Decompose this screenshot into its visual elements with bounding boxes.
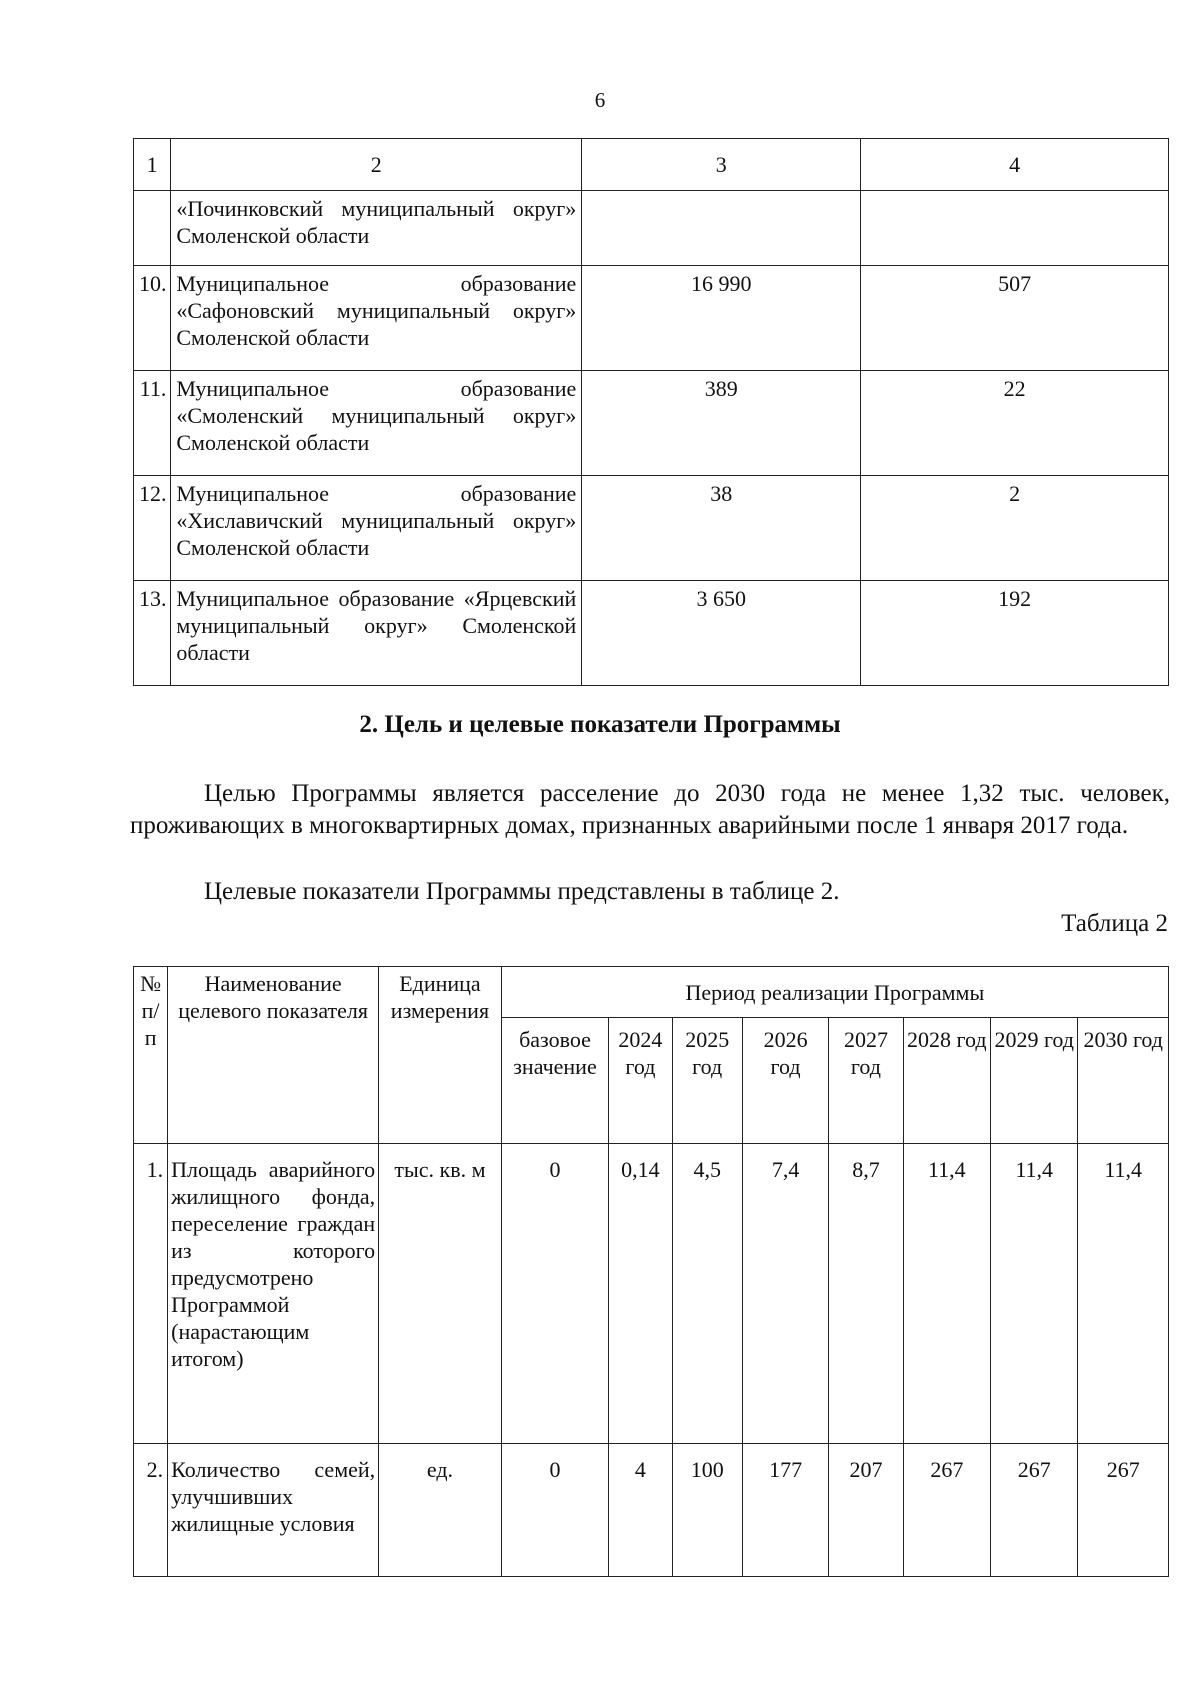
- header-period-col: 2026 год: [742, 1018, 828, 1144]
- indicator-value: 0: [501, 1144, 609, 1444]
- header-cell: 1: [134, 139, 171, 191]
- value-col4: 2: [861, 476, 1169, 581]
- table-row: [134, 476, 1169, 581]
- indicator-value: 267: [991, 1444, 1078, 1577]
- value-col4: 192: [861, 581, 1169, 686]
- table-caption: Таблица 2: [1061, 910, 1168, 937]
- indicator-value: 177: [742, 1444, 828, 1577]
- value-col3: 16 990: [582, 266, 861, 371]
- table-row: [134, 581, 1169, 686]
- table-header-row: [134, 967, 1169, 1018]
- indicator-value: 100: [672, 1444, 742, 1577]
- municipality-name: Муниципальное образование «Сафоновский муниципальный округ» Смоленской области: [171, 266, 582, 371]
- header-unit: Единица измерения: [379, 967, 502, 1144]
- indicator-value: 11,4: [903, 1144, 990, 1444]
- value-col4: [861, 191, 1169, 266]
- indicator-value: 207: [829, 1444, 903, 1577]
- header-period-col: 2030 год: [1078, 1018, 1169, 1144]
- indicator-name: Количество семей, улучшивших жилищные условия: [168, 1444, 379, 1577]
- value-col3: [582, 191, 861, 266]
- indicator-value: 7,4: [742, 1144, 828, 1444]
- header-cell: 2: [171, 139, 582, 191]
- header-name: Наименование целевого показателя: [168, 967, 379, 1144]
- table-row: [134, 1144, 1169, 1444]
- row-number: [134, 191, 171, 266]
- goal-paragraph: Целью Программы является расселение до 2030 года не менее 1,32 тыс. человек, проживающих в многоквартирных домах, признанных аварийными после 1 января 2017 года.: [130, 780, 1170, 839]
- header-period: Период реализации Программы: [501, 967, 1168, 1018]
- value-col3: 38: [582, 476, 861, 581]
- value-col3: 389: [582, 371, 861, 476]
- row-number: 10.: [134, 266, 171, 371]
- row-number: 11.: [134, 371, 171, 476]
- row-number: 12.: [134, 476, 171, 581]
- indicator-value: 8,7: [829, 1144, 903, 1444]
- indicator-value: 0: [501, 1444, 609, 1577]
- header-period-col: 2029 год: [991, 1018, 1078, 1144]
- header-period-col: 2028 год: [903, 1018, 990, 1144]
- indicator-value: 267: [1078, 1444, 1169, 1577]
- row-number: 13.: [134, 581, 171, 686]
- header-cell: 4: [861, 139, 1169, 191]
- indicator-value: 0,14: [609, 1144, 672, 1444]
- table-header-row: [134, 139, 1169, 191]
- indicator-value: 4,5: [672, 1144, 742, 1444]
- table-row: [134, 266, 1169, 371]
- value-col3: 3 650: [582, 581, 861, 686]
- header-cell: 3: [582, 139, 861, 191]
- header-period-col: 2024 год: [609, 1018, 672, 1144]
- table-row: [134, 191, 1169, 266]
- municipal-table: [133, 138, 1169, 686]
- header-period-col: 2025 год: [672, 1018, 742, 1144]
- row-number: 2.: [134, 1444, 168, 1577]
- value-col4: 507: [861, 266, 1169, 371]
- indicator-unit: тыс. кв. м: [379, 1144, 502, 1444]
- municipality-name: Муниципальное образование «Ярцевский муниципальный округ» Смоленской области: [171, 581, 582, 686]
- indicator-unit: ед.: [379, 1444, 502, 1577]
- table-row: [134, 1444, 1169, 1577]
- page-number: 6: [594, 88, 606, 112]
- header-period-col: 2027 год: [829, 1018, 903, 1144]
- indicator-value: 4: [609, 1444, 672, 1577]
- value-col4: 22: [861, 371, 1169, 476]
- indicator-value: 11,4: [991, 1144, 1078, 1444]
- municipality-name: «Починковский муниципальный округ» Смоленской области: [171, 191, 582, 266]
- table-row: [134, 371, 1169, 476]
- municipality-name: Муниципальное образование «Смоленский муниципальный округ» Смоленской области: [171, 371, 582, 476]
- indicators-paragraph: Целевые показатели Программы представлены в таблице 2.: [204, 878, 840, 905]
- municipality-name: Муниципальное образование «Хиславичский муниципальный округ» Смоленской области: [171, 476, 582, 581]
- row-number: 1.: [134, 1144, 168, 1444]
- indicator-value: 11,4: [1078, 1144, 1169, 1444]
- header-num: № п/п: [134, 967, 168, 1144]
- target-indicators-table: [133, 966, 1169, 1577]
- indicator-name: Площадь аварийного жилищного фонда, переселение граждан из которого предусмотрено Программой (нарастающим итогом): [168, 1144, 379, 1444]
- header-period-col: базовое значение: [501, 1018, 609, 1144]
- section-title: 2. Цель и целевые показатели Программы: [359, 711, 841, 738]
- indicator-value: 267: [903, 1444, 990, 1577]
